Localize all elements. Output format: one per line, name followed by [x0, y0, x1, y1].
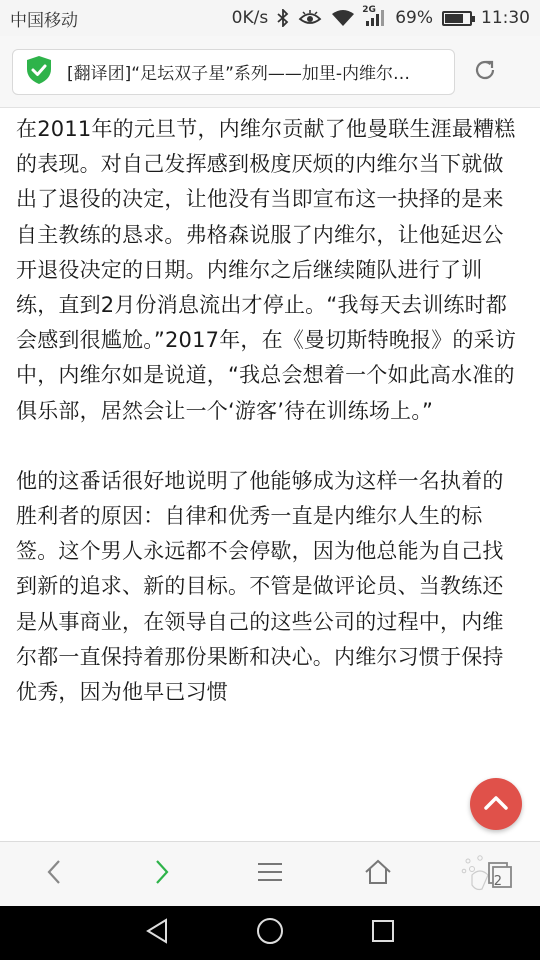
reload-icon — [472, 57, 498, 87]
battery-icon — [442, 11, 472, 26]
url-box[interactable] — [12, 49, 455, 95]
shield-check-icon — [25, 55, 53, 89]
carrier-name: 中国移动 — [10, 10, 78, 31]
battery-fill — [445, 14, 463, 23]
nav-back-button[interactable] — [137, 913, 177, 953]
system-nav-bar — [0, 906, 540, 960]
back-button[interactable] — [24, 849, 84, 899]
bluetooth-icon — [277, 9, 289, 27]
tabs-icon — [458, 849, 514, 899]
battery-percent: 69% — [395, 8, 433, 28]
reload-button[interactable] — [455, 57, 515, 87]
eye-comfort-icon — [298, 10, 322, 26]
clock: 11:30 — [481, 8, 530, 28]
menu-icon — [256, 861, 284, 887]
forward-button[interactable] — [132, 849, 192, 899]
home-button[interactable] — [348, 849, 408, 899]
network-type: 2G — [362, 5, 376, 15]
signal-icon — [362, 5, 386, 27]
menu-button[interactable] — [240, 849, 300, 899]
wifi-icon — [331, 9, 355, 27]
article-paragraph: 在2011年的元旦节，内维尔贡献了他曼联生涯最糟糕的表现。对自己发挥感到极度厌烦的内维尔当下就做出了退役的决定，让他没有当即宣布这一抉择的是来自主教练的恳求。弗格森说服了内维尔，让他延迟公开退役决定的日期。内维尔之后继续随队进行了训练，直到2月份消息流出才停止。“我每天去训练时都会感到很尴尬。”2017年，在《曼切斯特晚报》的采访中，内维尔如是说道，“我总会想着一个如此高水准的俱乐部，居然会让一个‘游客’待在训练场上。” — [16, 117, 517, 423]
nav-recents-button[interactable] — [363, 913, 403, 953]
nav-home-button[interactable] — [250, 913, 290, 953]
scroll-to-top-button[interactable] — [470, 778, 522, 830]
nav-recents-icon — [370, 918, 396, 948]
arrow-up-icon — [483, 793, 509, 815]
home-icon — [363, 858, 393, 890]
status-bar — [0, 0, 540, 36]
article-body[interactable] — [0, 108, 540, 841]
back-icon — [45, 858, 63, 890]
forward-icon — [153, 858, 171, 890]
nav-home-icon — [255, 916, 285, 950]
browser-toolbar — [0, 841, 540, 906]
address-bar — [0, 36, 540, 108]
tabs-button[interactable] — [456, 849, 516, 899]
article-paragraph: 他的这番话很好地说明了他能够成为这样一名执着的胜利者的原因：自律和优秀一直是内维尔人生的标签。这个男人永远都不会停歇，因为他总能为自己找到新的追求、新的目标。不管是做评论员、当教练还是从事商业，在领导自己的这些公司的过程中，内维尔都一直保持着那份果断和决心。内维尔习惯于保持优秀，因为他早已习惯 — [16, 468, 504, 705]
tab-count: 2 — [493, 874, 502, 889]
network-speed: 0K/s — [231, 8, 269, 28]
nav-back-icon — [144, 917, 170, 949]
page-title: [翻译团]“足坛双子星”系列——加里-内维尔… — [67, 64, 411, 84]
status-indicators — [231, 5, 530, 28]
